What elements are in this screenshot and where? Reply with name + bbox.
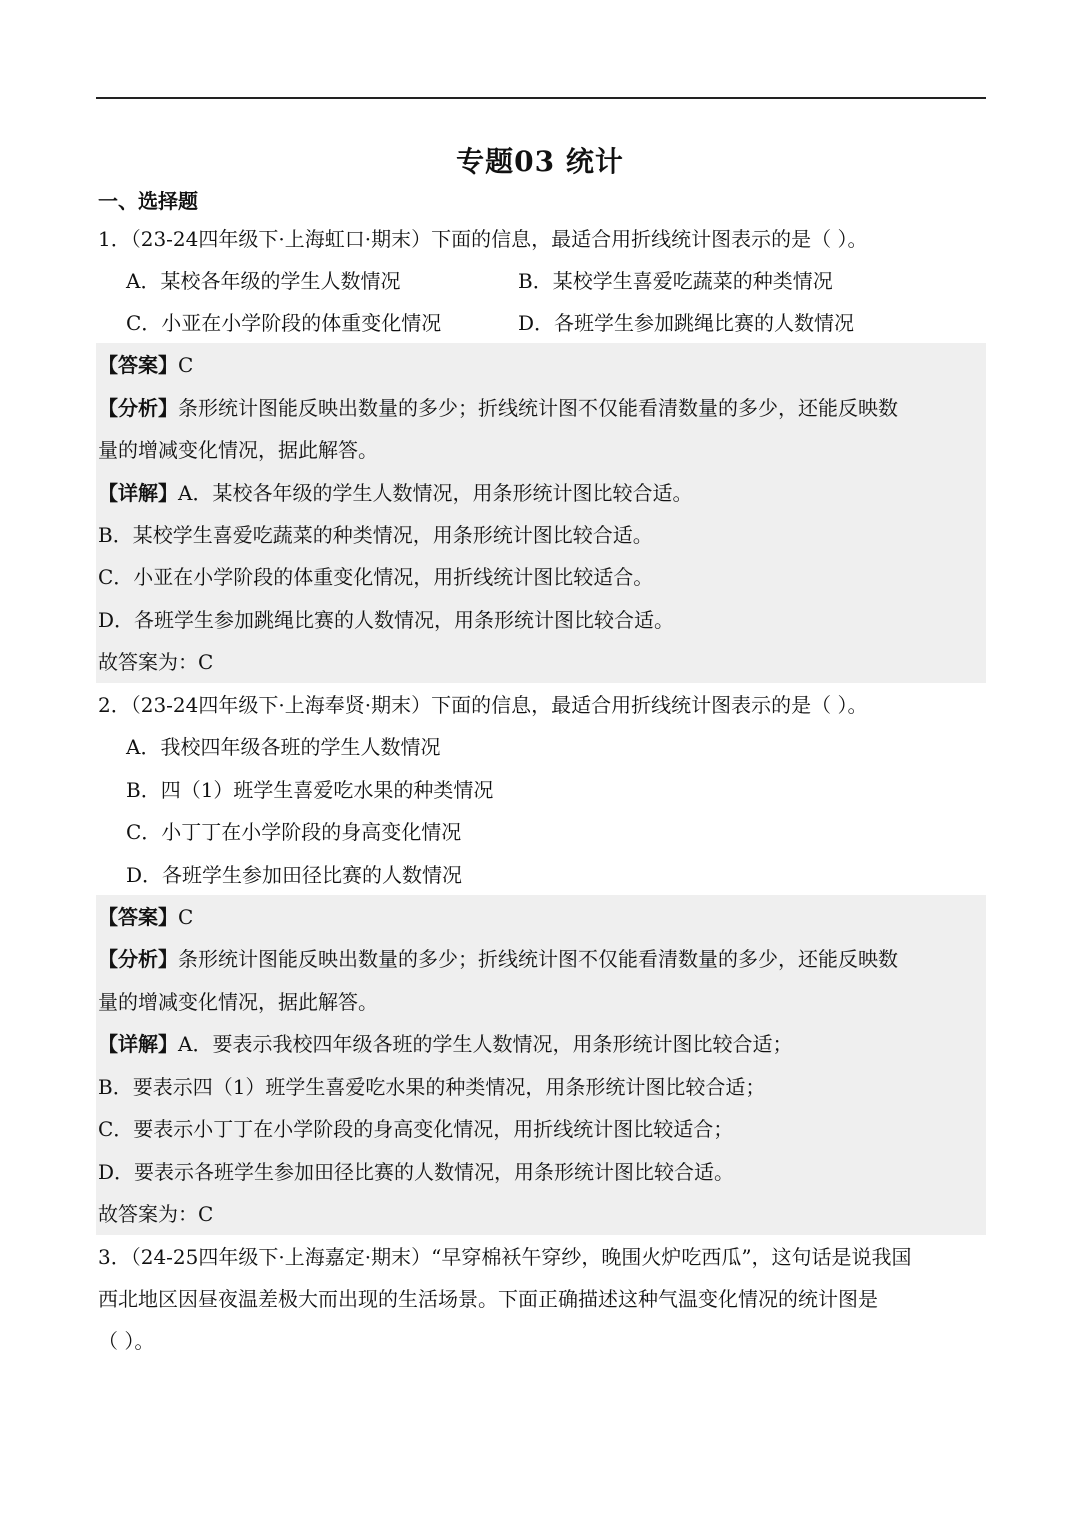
q2-stem: 2．（23-24四年级下·上海奉贤·期末）下面的信息，最适合用折线统计图表示的是（ ）。 <box>98 693 868 717</box>
q2-analysis-line-1 <box>98 944 898 974</box>
q1-option-a: A．某校各年级的学生人数情况 <box>126 269 401 293</box>
q1-answer-value: C <box>178 353 194 377</box>
q1-detail-b: B．某校学生喜爱吃蔬菜的种类情况，用条形统计图比较合适。 <box>98 523 653 547</box>
q1-analysis-line-1 <box>98 393 898 423</box>
q2-option-d: D．各班学生参加田径比赛的人数情况 <box>126 863 463 887</box>
header-rule <box>96 97 986 99</box>
page-title: 专题03 统计 <box>456 145 624 178</box>
q3-stem-line-1: 3．（24-25四年级下·上海嘉定·期末）“早穿棉袄午穿纱，晚围火炉吃西瓜”，这句话是说我国 <box>98 1245 912 1269</box>
q1-option-c: C．小亚在小学阶段的体重变化情况 <box>126 311 442 335</box>
q1-option-d: D．各班学生参加跳绳比赛的人数情况 <box>518 311 855 335</box>
q2-detail-tag: 【详解】 <box>98 1032 178 1056</box>
q2-analysis-text: 条形统计图能反映出数量的多少；折线统计图不仅能看清数量的多少，还能反映数 <box>178 947 898 971</box>
q1-answer-tag: 【答案】 <box>98 353 178 377</box>
q2-detail-c: C．要表示小丁丁在小学阶段的身高变化情况，用折线统计图比较适合； <box>98 1117 734 1141</box>
q2-answer-tag: 【答案】 <box>98 905 178 929</box>
section-heading: 一、选择题 <box>98 189 198 213</box>
q2-option-b: B．四（1）班学生喜爱吃水果的种类情况 <box>126 778 494 802</box>
q2-answer-value: C <box>178 905 194 929</box>
q1-analysis-tag: 【分析】 <box>98 396 178 420</box>
q1-option-b: B．某校学生喜爱吃蔬菜的种类情况 <box>518 269 833 293</box>
q2-analysis-tag: 【分析】 <box>98 947 178 971</box>
q2-detail-a: A．要表示我校四年级各班的学生人数情况，用条形统计图比较合适； <box>178 1032 793 1056</box>
q2-detail-line-a <box>98 1029 792 1059</box>
q1-analysis-text: 条形统计图能反映出数量的多少；折线统计图不仅能看清数量的多少，还能反映数 <box>178 396 898 420</box>
q3-stem-line-2: 西北地区因昼夜温差极大而出现的生活场景。下面正确描述这种气温变化情况的统计图是 <box>98 1287 878 1311</box>
q1-answer <box>98 350 193 380</box>
q2-analysis-line-2: 量的增减变化情况，据此解答。 <box>98 990 378 1014</box>
q1-detail-c: C．小亚在小学阶段的体重变化情况，用折线统计图比较适合。 <box>98 565 654 589</box>
q2-option-a: A．我校四年级各班的学生人数情况 <box>126 735 441 759</box>
q1-stem: 1．（23-24四年级下·上海虹口·期末）下面的信息，最适合用折线统计图表示的是（ ）。 <box>98 227 868 251</box>
q1-detail-line-a <box>98 478 692 508</box>
q2-option-c: C．小丁丁在小学阶段的身高变化情况 <box>126 820 462 844</box>
q3-stem-line-3: （ ）。 <box>98 1329 155 1353</box>
q1-detail-tag: 【详解】 <box>98 481 178 505</box>
q2-conclusion: 故答案为：C <box>98 1202 214 1226</box>
q1-conclusion: 故答案为：C <box>98 650 214 674</box>
q1-detail-d: D．各班学生参加跳绳比赛的人数情况，用条形统计图比较合适。 <box>98 608 675 632</box>
q2-detail-d: D．要表示各班学生参加田径比赛的人数情况，用条形统计图比较合适。 <box>98 1160 735 1184</box>
q2-detail-b: B．要表示四（1）班学生喜爱吃水果的种类情况，用条形统计图比较合适； <box>98 1075 766 1099</box>
q1-detail-a: A．某校各年级的学生人数情况，用条形统计图比较合适。 <box>178 481 693 505</box>
q2-answer <box>98 902 193 932</box>
q1-analysis-line-2: 量的增减变化情况，据此解答。 <box>98 438 378 462</box>
